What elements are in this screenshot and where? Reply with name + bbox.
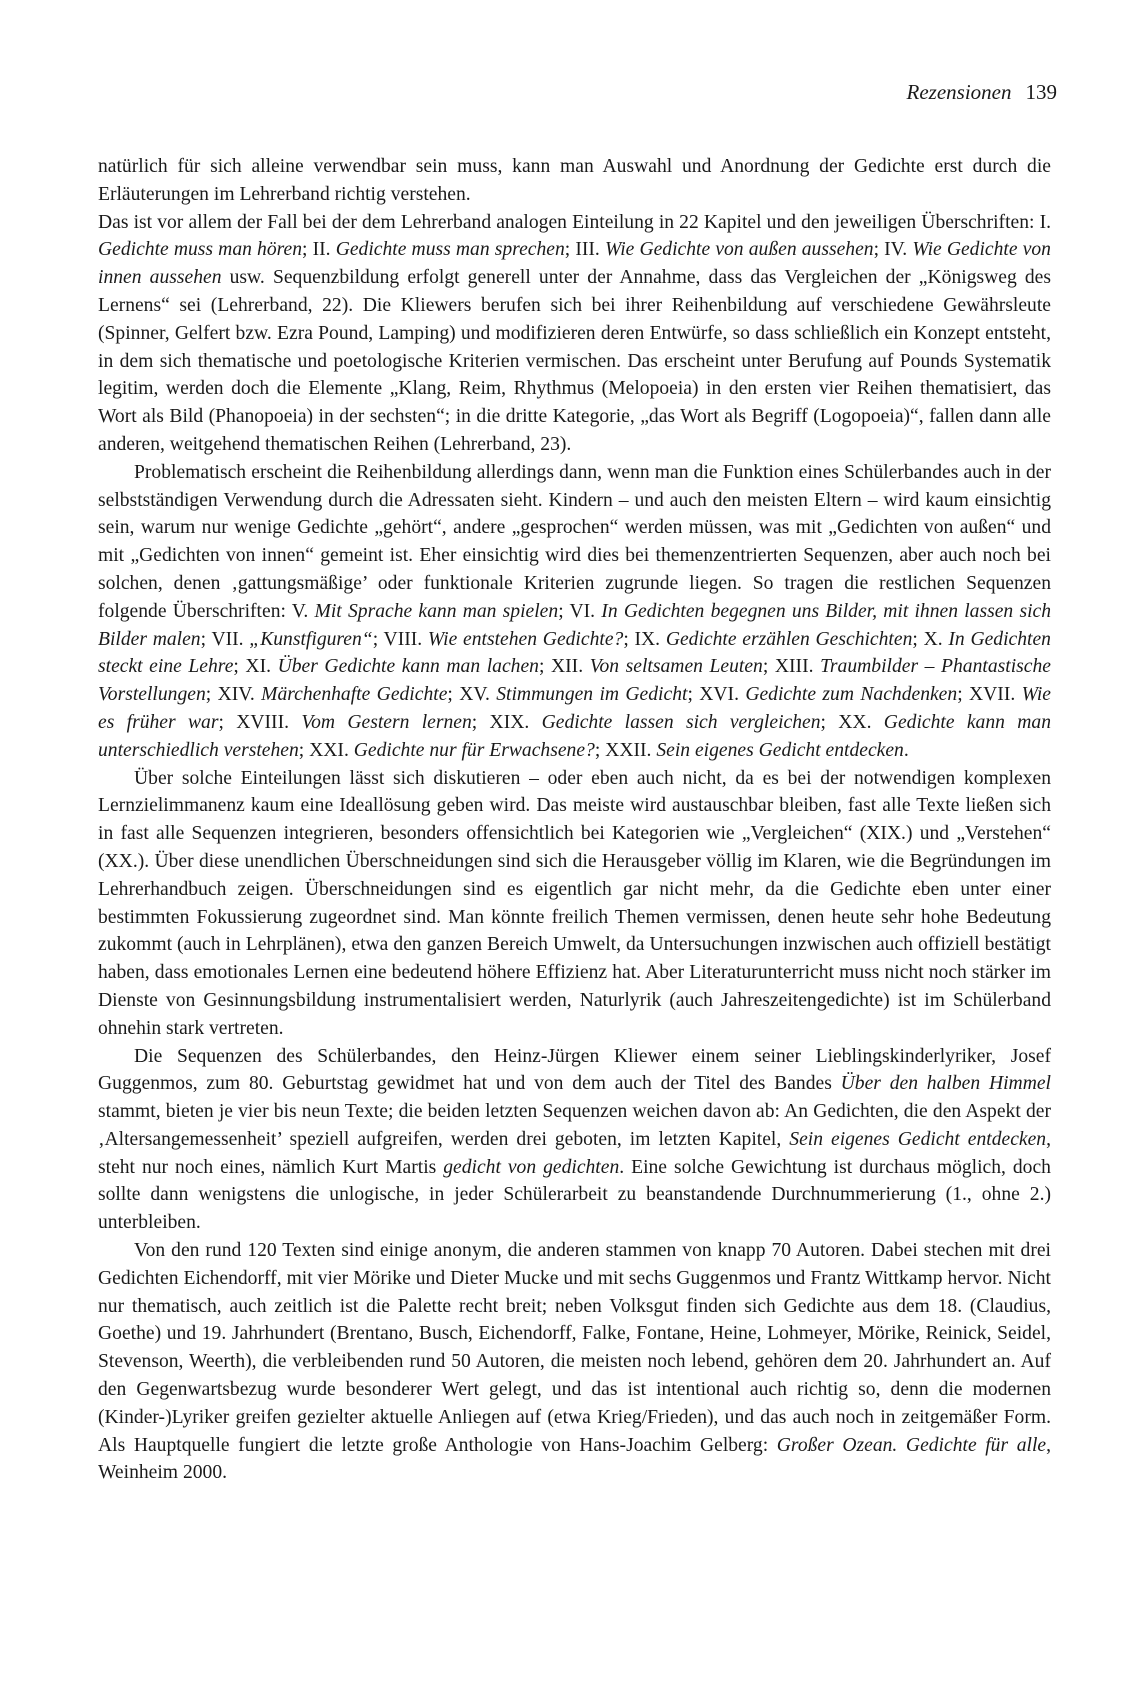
- page-number: 139: [1025, 80, 1057, 104]
- paragraph-5: Die Sequenzen des Schülerbandes, den Heinz-Jürgen Kliewer einem seiner Lieblingskinderlyriker, Josef Guggenmos, zum 80. Geburtstag gewidmet hat und von dem auch der Titel des Bandes Über den halben Himmel stammt, bieten je vier bis neun Texte; die beiden letzten Sequenzen weichen davon ab: An Gedichten, die den Aspekt der ‚Altersangemessenheit’ speziell aufgreifen, werden drei geboten, im letzten Kapitel, Sein eigenes Gedicht entdecken, steht nur noch eines, nämlich Kurt Martis gedicht von gedichten. Eine solche Gewichtung ist durchaus möglich, doch sollte dann wenigstens die unlogische, in jeder Schülerarbeit zu beanstandende Durchnummerierung (1., ohne 2.) unterbleiben.: [98, 1045, 1051, 1234]
- paragraph-6: Von den rund 120 Texten sind einige anonym, die anderen stammen von knapp 70 Autoren. Dabei stechen mit drei Gedichten Eichendorff, mit vier Mörike und Dieter Mucke und mit sechs Guggenmos und Frantz Wittkamp hervor. Nicht nur thematisch, auch zeitlich ist die Palette recht breit; neben Volksgut finden sich Gedichte aus dem 18. (Claudius, Goethe) und 19. Jahrhundert (Brentano, Busch, Eichendorff, Falke, Fontane, Heine, Lohmeyer, Mörike, Reinick, Seidel, Stevenson, Weerth), die verbleibenden rund 50 Autoren, die meisten noch lebend, gehören dem 20. Jahrhundert an. Auf den Gegenwartsbezug wurde besonderer Wert gelegt, und das ist intentional auch richtig so, denn die modernen (Kinder-)Lyriker greifen gezielter aktuelle Anliegen auf (etwa Krieg/Frieden), und das auch noch in zeitgemäßer Form. Als Hauptquelle fungiert die letzte große Anthologie von Hans-Joachim Gelberg: Großer Ozean. Gedichte für alle, Weinheim 2000.: [98, 1240, 1051, 1484]
- paragraph-4: Über solche Einteilungen lässt sich diskutieren – oder eben auch nicht, da es bei der notwendigen komplexen Lernzielimmanenz kaum eine Ideallösung geben wird. Das meiste wird austauschbar bleiben, fast alle Texte ließen sich in fast alle Sequenzen integrieren, besonders offensichtlich bei Kategorien wie „Vergleichen“ (XIX.) und „Verstehen“ (XX.). Über diese unendlichen Überschneidungen sind sich die Herausgeber völlig im Klaren, wie die Begründungen im Lehrerhandbuch zeigen. Überschneidungen sind es eigentlich gar nicht mehr, da die Gedichte eben unter einer bestimmten Fokussierung zugeordnet sind. Man könnte freilich Themen vermissen, denen heute sehr hohe Bedeutung zukommt (auch in Lehrplänen), etwa den ganzen Bereich Umwelt, da Untersuchungen inzwischen auch offiziell bestätigt haben, dass emotionales Lernen eine bedeutend höhere Effizienz hat. Aber Literaturunterricht muss nicht noch stärker im Dienste von Gesinnungsbildung instrumentalisiert werden, Naturlyrik (auch Jahreszeitengedichte) ist im Schülerband ohnehin stark vertreten.: [98, 767, 1051, 1039]
- paragraph-2: Das ist vor allem der Fall bei der dem Lehrerband analogen Einteilung in 22 Kapitel und den jeweiligen Überschriften: I. Gedichte muss man hören; II. Gedichte muss man sprechen; III. Wie Gedichte von außen aussehen; IV. Wie Gedichte von innen aussehen usw. Sequenzbildung erfolgt generell unter der Annahme, dass das Vergleichen der „Königsweg des Lernens“ sei (Lehrerband, 22). Die Kliewers berufen sich bei ihrer Reihenbildung auf verschiedene Gewährsleute (Spinner, Gelfert bzw. Ezra Pound, Lamping) und modifizieren deren Entwürfe, so dass schließlich ein Konzept entsteht, in dem sich thematische und poetologische Kriterien vermischen. Das erscheint unter Berufung auf Pounds Systematik legitim, werden doch die Elemente „Klang, Reim, Rhythmus (Melopoeia) in den ersten vier Reihen thematisiert, das Wort als Bild (Phanopoeia) in der sechsten“; in die dritte Kategorie, „das Wort als Begriff (Logopoeia)“, fallen dann alle anderen, weitgehend thematischen Reihen (Lehrerband, 23).: [98, 211, 1052, 455]
- paragraph-1: natürlich für sich alleine verwendbar sein muss, kann man Auswahl und Anordnung der Gedichte erst durch die Erläuterungen im Lehrerband richtig verstehen.: [98, 156, 1051, 205]
- paragraph-3: Problematisch erscheint die Reihenbildung allerdings dann, wenn man die Funktion eines Schülerbandes auch in der selbstständigen Verwendung durch die Adressaten sieht. Kindern – und auch den meisten Eltern – wird kaum einsichtig sein, warum nur wenige Gedichte „gehört“, andere „gesprochen“ werden müssen, was mit „Gedichten von außen“ und mit „Gedichten von innen“ gemeint ist. Eher einsichtig wird dies bei themenzentrierten Sequenzen, aber auch noch bei solchen, denen ‚gattungsmäßige’ oder funktionale Kriterien zugrunde liegen. So tragen die restlichen Sequenzen folgende Überschriften: V. Mit Sprache kann man spielen; VI. In Gedichten begegnen uns Bilder, mit ihnen lassen sich Bilder malen; VII. „Kunstfiguren“; VIII. Wie entstehen Gedichte?; IX. Gedichte erzählen Geschichten; X. In Gedichten steckt eine Lehre; XI. Über Gedichte kann man lachen; XII. Von seltsamen Leuten; XIII. Traumbilder – Phantastische Vorstellungen; XIV. Märchenhafte Gedichte; XV. Stimmungen im Gedicht; XVI. Gedichte zum Nachdenken; XVII. Wie es früher war; XVIII. Vom Gestern lernen; XIX. Gedichte lassen sich vergleichen; XX. Gedichte kann man unterschiedlich verstehen; XXI. Gedichte nur für Erwachsene?; XXII. Sein eigenes Gedicht entdecken.: [98, 461, 1052, 761]
- section-title: Rezensionen: [906, 80, 1012, 104]
- body-text: [98, 153, 1051, 1487]
- running-header: [907, 80, 1057, 105]
